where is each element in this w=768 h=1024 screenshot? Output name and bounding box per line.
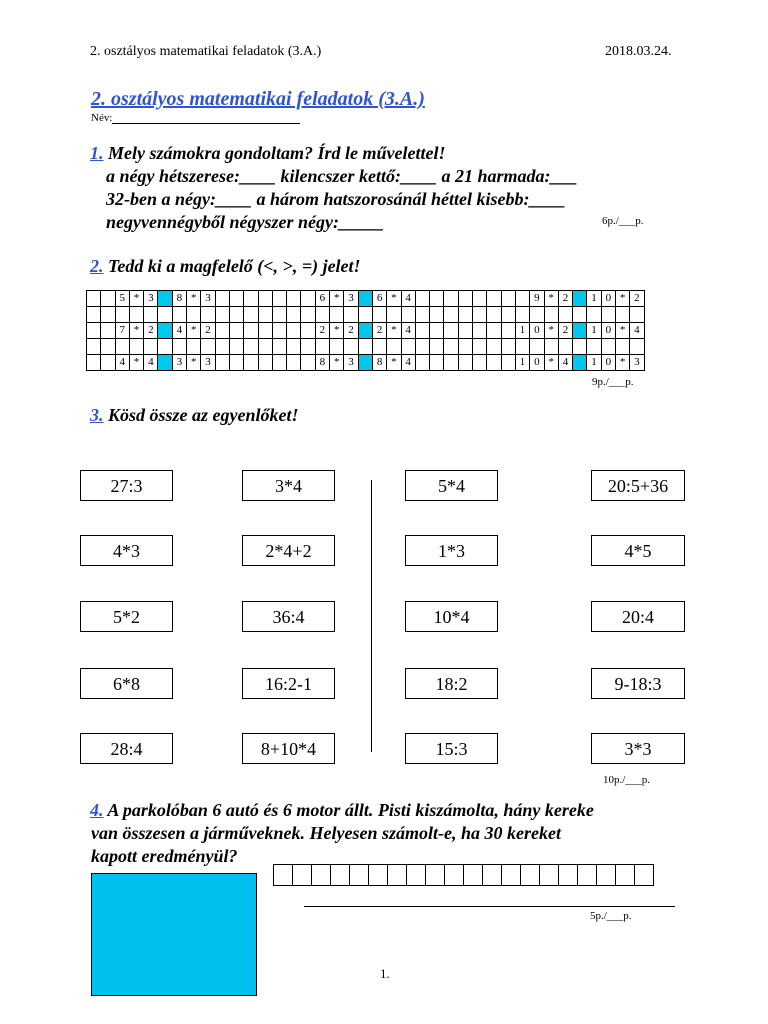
grid-cell xyxy=(244,291,258,307)
q2-task: 2. Tedd ki a magfelelő (<, >, =) jelet! xyxy=(90,256,361,276)
grid-cell xyxy=(87,291,101,307)
compare-sign-cell[interactable] xyxy=(358,291,372,307)
grid-cell xyxy=(330,339,344,355)
answer-cell[interactable] xyxy=(616,865,635,886)
answer-cell[interactable] xyxy=(635,865,654,886)
compare-sign-cell[interactable] xyxy=(158,323,172,339)
grid-cell: 2 xyxy=(344,323,358,339)
grid-cell: 3 xyxy=(344,291,358,307)
compare-sign-cell[interactable] xyxy=(158,355,172,371)
grid-cell xyxy=(344,307,358,323)
grid-cell xyxy=(215,307,229,323)
grid-cell xyxy=(430,339,444,355)
grid-cell xyxy=(444,339,458,355)
q2-number: 2. xyxy=(90,256,104,276)
q4-points: 5p./___p. xyxy=(590,910,632,922)
answer-cell[interactable] xyxy=(578,865,597,886)
grid-cell xyxy=(229,339,243,355)
header-left: 2. osztályos matematikai feladatok (3.A.) xyxy=(90,44,322,59)
grid-cell xyxy=(301,355,315,371)
grid-cell: 8 xyxy=(172,291,186,307)
answer-cell[interactable] xyxy=(331,865,350,886)
answer-cell[interactable] xyxy=(274,865,293,886)
expr-box[interactable]: 27:3 xyxy=(80,470,173,501)
grid-cell xyxy=(258,355,272,371)
grid-cell xyxy=(444,323,458,339)
grid-cell xyxy=(515,291,529,307)
answer-cell[interactable] xyxy=(293,865,312,886)
grid-cell xyxy=(372,307,386,323)
grid-cell xyxy=(358,307,372,323)
grid-cell xyxy=(458,307,472,323)
grid-cell: 0 xyxy=(601,323,615,339)
grid-cell xyxy=(415,339,429,355)
answer-cell[interactable] xyxy=(521,865,540,886)
grid-cell xyxy=(258,339,272,355)
grid-cell: * xyxy=(387,323,401,339)
grid-cell: * xyxy=(544,355,558,371)
grid-cell: 8 xyxy=(372,355,386,371)
grid-cell: 4 xyxy=(558,355,572,371)
grid-cell xyxy=(458,291,472,307)
grid-cell xyxy=(272,291,286,307)
answer-cell[interactable] xyxy=(388,865,407,886)
grid-cell xyxy=(272,307,286,323)
grid-cell xyxy=(201,307,215,323)
grid-cell xyxy=(487,323,501,339)
grid-cell: 6 xyxy=(315,291,329,307)
compare-sign-cell[interactable] xyxy=(573,355,587,371)
grid-cell xyxy=(444,307,458,323)
grid-cell xyxy=(272,355,286,371)
grid-cell xyxy=(415,323,429,339)
grid-cell xyxy=(358,339,372,355)
grid-cell xyxy=(501,355,515,371)
name-line[interactable] xyxy=(112,113,300,124)
grid-cell xyxy=(401,307,415,323)
answer-cell[interactable] xyxy=(597,865,616,886)
grid-cell: * xyxy=(330,355,344,371)
grid-cell: 0 xyxy=(601,355,615,371)
grid-cell xyxy=(287,291,301,307)
grid-cell xyxy=(372,339,386,355)
grid-cell xyxy=(115,307,129,323)
grid-cell xyxy=(101,355,115,371)
grid-cell xyxy=(244,339,258,355)
answer-cell[interactable] xyxy=(350,865,369,886)
expr-box[interactable]: 36:4 xyxy=(242,601,335,632)
divider-line xyxy=(371,480,372,752)
grid-cell xyxy=(501,339,515,355)
q4-line-2: van összesen a járműveknek. Helyesen számolt-e, ha 30 kereket xyxy=(91,823,561,843)
answer-cell[interactable] xyxy=(426,865,445,886)
grid-cell: 2 xyxy=(315,323,329,339)
grid-cell: 4 xyxy=(401,355,415,371)
grid-cell: * xyxy=(187,355,201,371)
expr-box[interactable]: 3*3 xyxy=(591,733,685,764)
grid-cell: 4 xyxy=(115,355,129,371)
grid-cell: 2 xyxy=(630,291,644,307)
answer-cells[interactable] xyxy=(273,864,654,886)
grid-cell: 7 xyxy=(115,323,129,339)
grid-cell xyxy=(601,307,615,323)
grid-cell xyxy=(415,291,429,307)
drawing-area[interactable] xyxy=(91,873,257,996)
grid-cell: 0 xyxy=(530,355,544,371)
grid-cell xyxy=(229,355,243,371)
grid-cell: 1 xyxy=(515,323,529,339)
grid-cell xyxy=(387,307,401,323)
grid-cell: * xyxy=(129,355,143,371)
grid-cell xyxy=(487,339,501,355)
grid-cell xyxy=(258,291,272,307)
grid-cell: 4 xyxy=(401,323,415,339)
grid-cell: 2 xyxy=(558,323,572,339)
grid-cell xyxy=(444,291,458,307)
expr-box[interactable]: 20:5+36 xyxy=(591,470,685,501)
grid-cell xyxy=(158,339,172,355)
grid-cell xyxy=(544,307,558,323)
q1-task xyxy=(90,142,577,234)
grid-cell xyxy=(301,339,315,355)
grid-cell xyxy=(501,307,515,323)
grid-cell xyxy=(315,307,329,323)
grid-cell: * xyxy=(615,355,629,371)
grid-cell xyxy=(387,339,401,355)
grid-cell xyxy=(487,307,501,323)
grid-cell xyxy=(630,307,644,323)
q1-line-4: negyvennégyből négyszer négy:_____ xyxy=(106,212,384,232)
grid-cell xyxy=(430,355,444,371)
grid-cell xyxy=(415,355,429,371)
grid-cell: 2 xyxy=(144,323,158,339)
grid-cell: * xyxy=(187,291,201,307)
grid-cell: * xyxy=(129,323,143,339)
grid-cell xyxy=(258,323,272,339)
answer-grid[interactable] xyxy=(273,864,654,886)
answer-cell[interactable] xyxy=(502,865,521,886)
grid-cell: 1 xyxy=(515,355,529,371)
grid-cell xyxy=(101,307,115,323)
grid-cell xyxy=(315,339,329,355)
grid-cell xyxy=(473,291,487,307)
grid-cell xyxy=(430,307,444,323)
grid-cell xyxy=(530,307,544,323)
grid-cell: * xyxy=(544,323,558,339)
grid-cell xyxy=(129,339,143,355)
compare-sign-cell[interactable] xyxy=(358,323,372,339)
q4-task xyxy=(90,799,594,868)
expr-box[interactable]: 5*2 xyxy=(80,601,173,632)
expr-box[interactable]: 9-18:3 xyxy=(591,668,685,699)
grid-cell xyxy=(573,307,587,323)
grid-cell xyxy=(587,339,601,355)
grid-cell xyxy=(272,339,286,355)
grid-cell xyxy=(287,355,301,371)
grid-row xyxy=(87,339,645,355)
answer-cell[interactable] xyxy=(559,865,578,886)
grid-cell xyxy=(615,307,629,323)
expr-box[interactable]: 18:2 xyxy=(405,668,498,699)
grid-cell: 2 xyxy=(201,323,215,339)
grid-cell xyxy=(87,339,101,355)
expr-box[interactable]: 10*4 xyxy=(405,601,498,632)
grid-cell: 3 xyxy=(344,355,358,371)
grid-cell xyxy=(558,339,572,355)
grid-cell: 4 xyxy=(172,323,186,339)
answer-cell[interactable] xyxy=(312,865,331,886)
grid-cell xyxy=(458,323,472,339)
grid-cell xyxy=(630,339,644,355)
expr-box[interactable]: 5*4 xyxy=(405,470,498,501)
grid-cell xyxy=(573,339,587,355)
q1-line-2: a négy hétszerese:____ kilencszer kettő:____ a 21 harmada:___ xyxy=(106,166,578,186)
grid-cell: * xyxy=(615,323,629,339)
grid-cell xyxy=(430,291,444,307)
compare-sign-cell[interactable] xyxy=(573,291,587,307)
grid-cell: 3 xyxy=(144,291,158,307)
grid-cell xyxy=(215,291,229,307)
expr-box[interactable]: 2*4+2 xyxy=(242,535,335,566)
answer-cell[interactable] xyxy=(464,865,483,886)
compare-sign-cell[interactable] xyxy=(158,291,172,307)
grid-cell xyxy=(515,307,529,323)
q3-task: 3. Kösd össze az egyenlőket! xyxy=(90,405,299,425)
expr-box[interactable]: 1*3 xyxy=(405,535,498,566)
grid-cell xyxy=(258,307,272,323)
expr-box[interactable]: 4*5 xyxy=(591,535,685,566)
comparison-table xyxy=(86,290,645,371)
grid-cell xyxy=(244,307,258,323)
grid-cell xyxy=(101,291,115,307)
grid-cell: 1 xyxy=(587,323,601,339)
grid-cell xyxy=(144,339,158,355)
grid-cell xyxy=(344,339,358,355)
grid-cell: 5 xyxy=(115,291,129,307)
grid-cell: 2 xyxy=(372,323,386,339)
grid-cell xyxy=(201,339,215,355)
grid-cell: 4 xyxy=(630,323,644,339)
grid-cell xyxy=(601,339,615,355)
grid-cell: * xyxy=(544,291,558,307)
grid-cell: * xyxy=(129,291,143,307)
header-date: 2018.03.24. xyxy=(605,44,672,59)
grid-cell: 4 xyxy=(401,291,415,307)
grid-cell xyxy=(501,291,515,307)
grid-cell xyxy=(544,339,558,355)
answer-cell[interactable] xyxy=(369,865,388,886)
answer-cell[interactable] xyxy=(407,865,426,886)
grid-cell xyxy=(144,307,158,323)
grid-cell: * xyxy=(387,291,401,307)
grid-cell xyxy=(187,339,201,355)
grid-cell: 3 xyxy=(201,355,215,371)
grid-cell: 1 xyxy=(587,355,601,371)
grid-cell: 0 xyxy=(530,323,544,339)
grid-cell xyxy=(473,355,487,371)
q4-line-1: 4. A parkolóban 6 autó és 6 motor állt. Pisti kiszámolta, hány kereke xyxy=(90,800,594,820)
q4-line-3: kapott eredményül? xyxy=(91,846,238,866)
grid-cell xyxy=(473,339,487,355)
grid-cell xyxy=(229,323,243,339)
grid-cell xyxy=(301,323,315,339)
compare-sign-cell[interactable] xyxy=(573,323,587,339)
grid-cell xyxy=(615,339,629,355)
grid-cell xyxy=(129,307,143,323)
grid-cell xyxy=(444,355,458,371)
page-title: 2. osztályos matematikai feladatok (3.A.) xyxy=(91,88,425,110)
grid-cell xyxy=(87,307,101,323)
expr-box[interactable]: 16:2-1 xyxy=(242,668,335,699)
name-field[interactable] xyxy=(91,112,300,124)
grid-cell xyxy=(487,355,501,371)
grid-cell xyxy=(287,323,301,339)
grid-cell: 2 xyxy=(558,291,572,307)
grid-cell: * xyxy=(330,291,344,307)
grid-cell xyxy=(287,339,301,355)
grid-cell xyxy=(287,307,301,323)
q3-points: 10p./___p. xyxy=(603,774,651,786)
grid-cell: * xyxy=(187,323,201,339)
answer-cell[interactable] xyxy=(540,865,559,886)
grid-cell xyxy=(301,307,315,323)
q1-number: 1. xyxy=(90,143,104,163)
expr-box[interactable]: 4*3 xyxy=(80,535,173,566)
grid-cell xyxy=(215,339,229,355)
grid-cell xyxy=(187,307,201,323)
grid-cell xyxy=(558,307,572,323)
grid-cell xyxy=(101,339,115,355)
grid-cell: * xyxy=(387,355,401,371)
grid-cell xyxy=(458,339,472,355)
grid-cell xyxy=(301,291,315,307)
grid-cell: 6 xyxy=(372,291,386,307)
grid-cell xyxy=(87,323,101,339)
q1-points: 6p./___p. xyxy=(602,215,644,227)
grid-cell xyxy=(229,307,243,323)
grid-cell xyxy=(272,323,286,339)
grid-cell xyxy=(215,355,229,371)
grid-cell xyxy=(401,339,415,355)
grid-cell xyxy=(473,307,487,323)
q2-points: 9p./___p. xyxy=(592,376,634,388)
grid-cell xyxy=(473,323,487,339)
grid-cell: * xyxy=(330,323,344,339)
grid-row xyxy=(87,307,645,323)
expr-box[interactable]: 6*8 xyxy=(80,668,173,699)
expr-box[interactable]: 15:3 xyxy=(405,733,498,764)
grid-cell xyxy=(458,355,472,371)
answer-cell[interactable] xyxy=(445,865,464,886)
grid-cell: 9 xyxy=(530,291,544,307)
grid-cell xyxy=(415,307,429,323)
grid-cell xyxy=(229,291,243,307)
grid-cell: 4 xyxy=(144,355,158,371)
grid-cell xyxy=(215,323,229,339)
grid-cell: * xyxy=(615,291,629,307)
grid-cell xyxy=(487,291,501,307)
q1-line-3: 32-ben a négy:____ a három hatszorosánál héttel kisebb:____ xyxy=(106,189,566,209)
grid-cell xyxy=(172,339,186,355)
page-number: 1. xyxy=(380,966,390,981)
grid-cell: 3 xyxy=(630,355,644,371)
grid-cell xyxy=(501,323,515,339)
grid-cell xyxy=(530,339,544,355)
grid-cell: 3 xyxy=(201,291,215,307)
grid-cell xyxy=(101,323,115,339)
grid-cell xyxy=(515,339,529,355)
q1-line-1: 1. Mely számokra gondoltam? Írd le művelettel! xyxy=(90,143,446,163)
name-label: Név: xyxy=(91,112,113,124)
q4-number: 4. xyxy=(90,800,104,820)
grid-row xyxy=(87,355,645,371)
grid-cell: 3 xyxy=(172,355,186,371)
grid-cell xyxy=(158,307,172,323)
expr-box[interactable]: 3*4 xyxy=(242,470,335,501)
expr-box[interactable]: 28:4 xyxy=(80,733,173,764)
grid-cell xyxy=(587,307,601,323)
grid-row xyxy=(87,323,645,339)
comparison-grid xyxy=(86,290,645,371)
compare-sign-cell[interactable] xyxy=(358,355,372,371)
grid-cell: 8 xyxy=(315,355,329,371)
expr-box[interactable]: 20:4 xyxy=(591,601,685,632)
answer-cell[interactable] xyxy=(483,865,502,886)
grid-cell xyxy=(87,355,101,371)
grid-cell xyxy=(115,339,129,355)
grid-cell xyxy=(244,323,258,339)
grid-cell xyxy=(172,307,186,323)
expr-box[interactable]: 8+10*4 xyxy=(242,733,335,764)
grid-cell xyxy=(430,323,444,339)
grid-row xyxy=(87,291,645,307)
grid-cell: 0 xyxy=(601,291,615,307)
grid-cell: 1 xyxy=(587,291,601,307)
grid-cell xyxy=(244,355,258,371)
q3-number: 3. xyxy=(90,405,104,425)
grid-cell xyxy=(330,307,344,323)
answer-line[interactable] xyxy=(304,906,675,907)
